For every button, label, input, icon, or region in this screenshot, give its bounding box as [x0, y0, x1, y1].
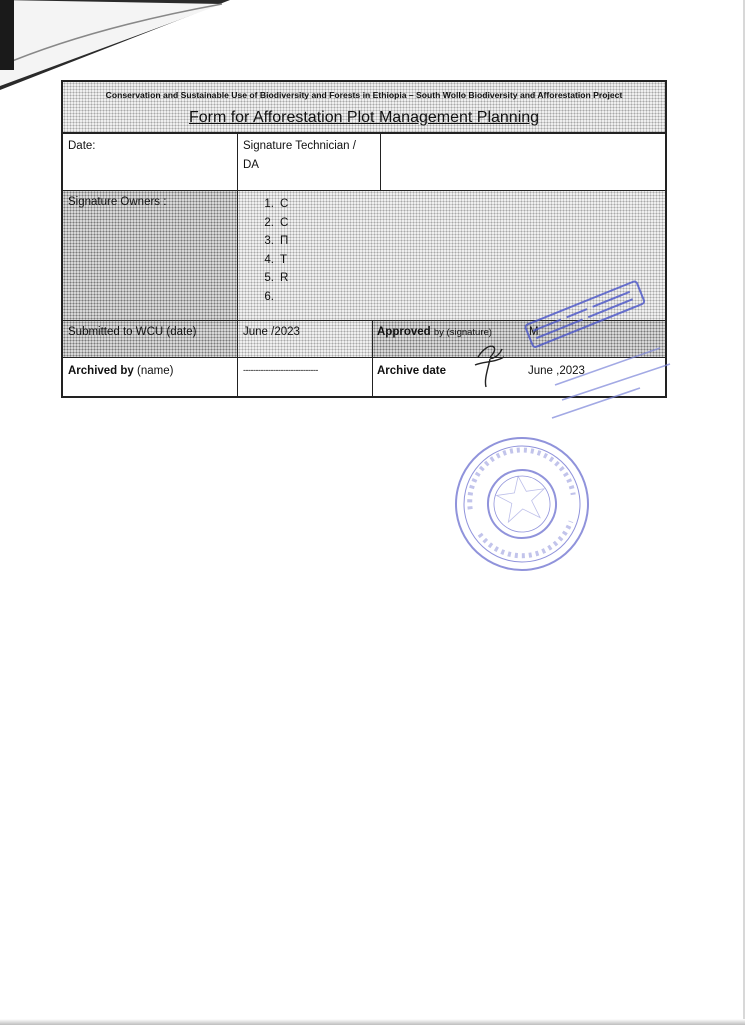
technician-label-line1: Signature Technician /	[243, 140, 356, 152]
form-header	[63, 82, 665, 134]
submitted-date-value: June /2023	[243, 326, 300, 338]
handwritten-signature	[470, 335, 515, 390]
technician-signature-value-cell	[381, 134, 665, 191]
date-cell	[63, 134, 238, 191]
archived-label: Archived by (name)	[68, 365, 174, 377]
owner-item: 5. R	[264, 272, 289, 284]
submitted-label-cell	[63, 321, 238, 358]
owners-label-cell	[63, 191, 238, 321]
approved-label: Approved by (signature)	[377, 326, 492, 338]
owner-item: 4. T	[264, 253, 288, 266]
technician-label-line2: DA	[243, 159, 259, 171]
archived-by-value-cell	[238, 358, 373, 396]
owner-item: 1. C	[264, 198, 289, 210]
date-label: Date:	[68, 140, 96, 152]
round-seal	[450, 432, 595, 577]
archived-by-value: ------------------------------	[243, 365, 318, 375]
submitted-date-cell	[238, 321, 373, 358]
scan-fold-shadow	[0, 0, 260, 90]
archive-date-value: June ,2023	[528, 365, 585, 377]
archive-date-label: Archive date	[377, 365, 447, 377]
submitted-label: Submitted to WCU (date)	[68, 326, 197, 338]
faint-stamp-lines	[550, 330, 680, 425]
scan-edge-bottom	[0, 1019, 745, 1025]
project-title: Conservation and Sustainable Use of Biodiversity and Forests in Ethiopia – South Wollo Biodiversity and Afforestation Project	[105, 90, 623, 100]
owner-item: 6.	[264, 290, 274, 303]
form-title: Form for Afforestation Plot Management Planning	[188, 109, 540, 126]
archived-label-cell	[63, 358, 238, 396]
technician-signature-cell	[238, 134, 381, 191]
owners-label: Signature Owners :	[68, 196, 167, 208]
approved-value: M	[529, 326, 539, 338]
owner-item: 2. C	[264, 216, 289, 229]
owners-list	[258, 195, 288, 306]
owner-item: 3. П	[264, 235, 289, 247]
